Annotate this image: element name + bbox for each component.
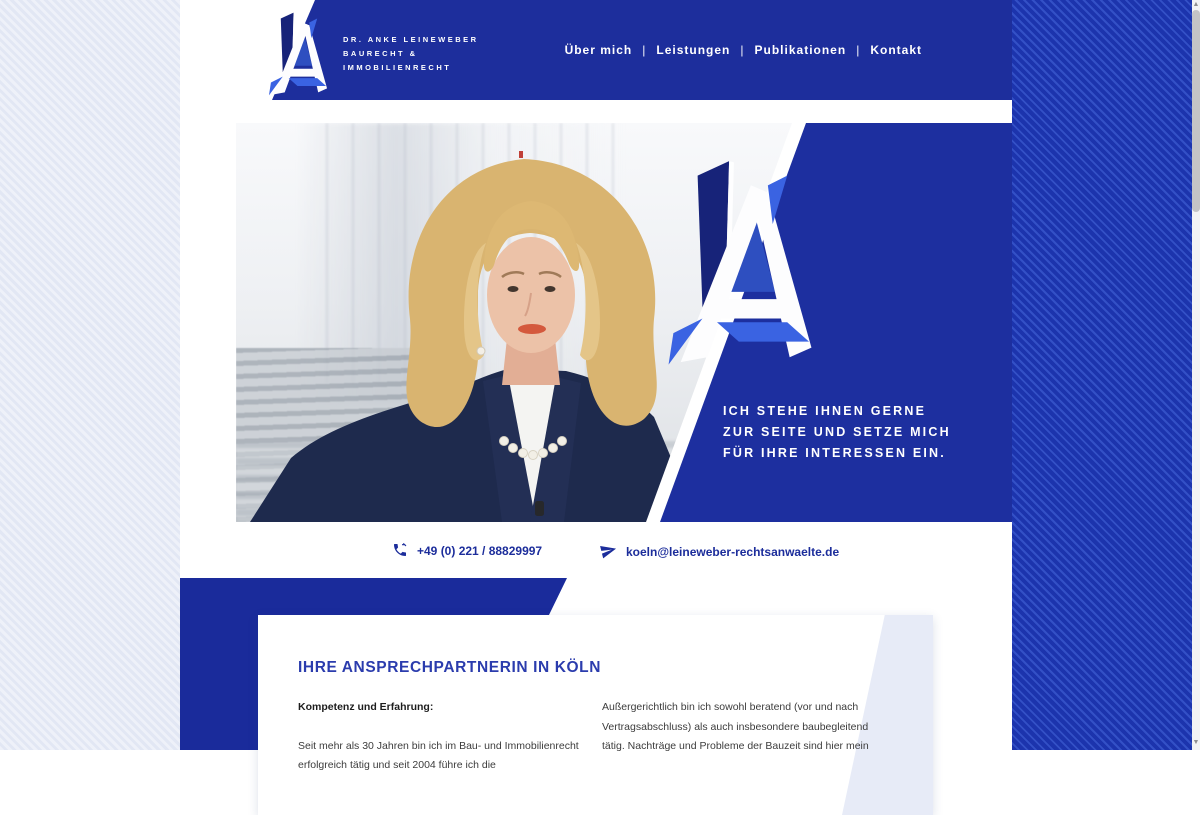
right-text-column (602, 698, 869, 757)
nav-separator: | (856, 43, 861, 57)
content-card (258, 615, 933, 815)
left-paragraph-line-2: erfolgreich tätig und seit 2004 führe ich die (298, 759, 496, 771)
nav-item-kontakt[interactable]: Kontakt (870, 43, 922, 57)
hero-banner (236, 123, 1012, 522)
tagline-line-3: FÜR IHRE INTERESSEN EIN. (723, 446, 946, 460)
main-nav (565, 43, 922, 57)
brand-line-3: IMMOBILIENRECHT (343, 63, 452, 72)
hero-logo-icon (656, 149, 824, 367)
left-column-subheading: Kompetenz und Erfahrung: (298, 701, 434, 713)
email-link[interactable] (600, 542, 839, 560)
tagline-line-2: ZUR SEITE UND SETZE MICH (723, 425, 951, 439)
brand-logo-icon[interactable] (266, 6, 330, 98)
right-paragraph-line-2: Vertragsabschluss) als auch insbesondere baubegleitend (602, 720, 869, 733)
left-text-column (298, 698, 579, 776)
send-icon (600, 542, 617, 562)
left-paragraph-line-1: Seit mehr als 30 Jahren bin ich im Bau- und Immobilienrecht (298, 739, 579, 752)
phone-number: +49 (0) 221 / 88829997 (417, 544, 543, 558)
brand-line-2: BAURECHT & (343, 49, 418, 58)
nav-separator: | (740, 43, 745, 57)
nav-item-leistungen[interactable]: Leistungen (656, 43, 731, 57)
scrollbar-up-arrow-icon[interactable]: ▲ (1192, 1, 1200, 8)
left-stripe-decoration (0, 0, 180, 750)
nav-item-ueber-mich[interactable]: Über mich (564, 43, 633, 57)
right-stripe-decoration (1012, 0, 1192, 750)
nav-item-publikationen[interactable]: Publikationen (754, 43, 847, 57)
brand-line-1: DR. ANKE LEINEWEBER (343, 35, 479, 44)
nav-separator: | (642, 43, 647, 57)
scrollbar[interactable] (1192, 0, 1200, 750)
email-address: koeln@leineweber-rechtsanwaelte.de (626, 545, 840, 559)
scrollbar-down-arrow-icon[interactable]: ▼ (1192, 739, 1200, 746)
section-heading: IHRE ANSPRECHPARTNERIN IN KÖLN (298, 659, 602, 676)
right-paragraph-line-1: Außergerichtlich bin ich sowohl beratend (vor und nach (602, 701, 859, 713)
hero-tagline (723, 401, 951, 464)
site-header (236, 0, 1012, 100)
tagline-line-1: ICH STEHE IHNEN GERNE (723, 404, 927, 418)
phone-icon (392, 542, 408, 561)
phone-link[interactable] (392, 542, 542, 560)
scrollbar-thumb[interactable] (1192, 10, 1200, 212)
lower-section (180, 578, 1012, 771)
right-paragraph-line-3: tätig. Nachträge und Probleme der Bauzeit sind hier mein (602, 740, 869, 752)
contact-strip (236, 522, 1012, 578)
brand-wordmark (343, 33, 479, 75)
